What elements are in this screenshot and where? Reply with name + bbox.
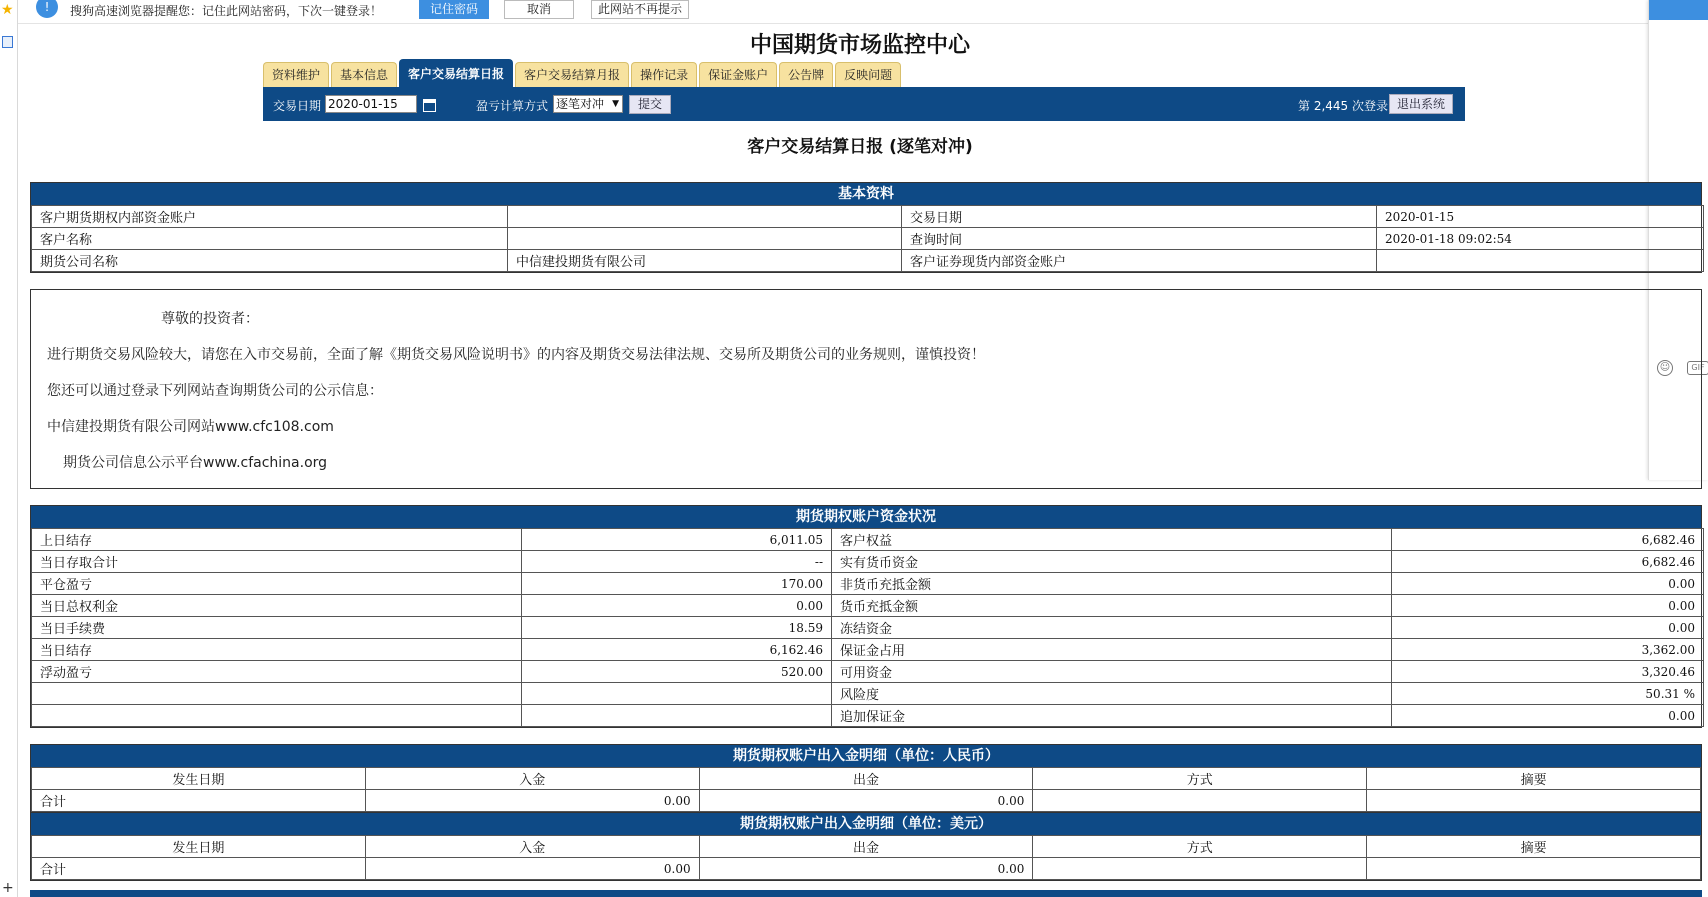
usd-flow-title: 期货期权账户出入金明细（单位：美元） bbox=[31, 813, 1701, 835]
main-tabs bbox=[263, 61, 903, 87]
table-header-row bbox=[32, 836, 1701, 858]
notification-text: 搜狗高速浏览器提醒您：记住此网站密码，下次一键登录！ bbox=[70, 4, 383, 18]
gif-icon[interactable]: GIF bbox=[1687, 361, 1708, 375]
funds-value: 18.59 bbox=[522, 617, 832, 639]
table-row bbox=[32, 790, 1701, 812]
funds-value bbox=[522, 705, 832, 727]
column-header: 出金 bbox=[699, 768, 1033, 790]
funds-value: 0.00 bbox=[522, 595, 832, 617]
funds-value: 520.00 bbox=[522, 661, 832, 683]
cny-flow-table bbox=[31, 767, 1701, 812]
usd-flow-table bbox=[31, 835, 1701, 880]
cny-flow-section bbox=[30, 744, 1702, 813]
tab-operation-log[interactable]: 操作记录 bbox=[631, 62, 697, 87]
funds-label: 可用资金 bbox=[832, 661, 1392, 683]
table-row bbox=[32, 705, 1704, 727]
funds-value: 0.00 bbox=[1392, 617, 1704, 639]
total-summary bbox=[1367, 858, 1701, 880]
column-header: 入金 bbox=[365, 836, 699, 858]
total-in: 0.00 bbox=[365, 858, 699, 880]
notice-line: 中信建投期货有限公司网站www.cfc108.com bbox=[47, 419, 334, 435]
funds-value bbox=[522, 683, 832, 705]
funds-section bbox=[30, 505, 1702, 728]
funds-label bbox=[32, 683, 522, 705]
cny-flow-title: 期货期权账户出入金明细（单位：人民币） bbox=[31, 745, 1701, 767]
funds-value: 3,362.00 bbox=[1392, 639, 1704, 661]
column-header: 方式 bbox=[1033, 768, 1367, 790]
column-header: 方式 bbox=[1033, 836, 1367, 858]
column-header: 入金 bbox=[365, 768, 699, 790]
funds-label: 浮动盈亏 bbox=[32, 661, 522, 683]
remember-password-button[interactable]: 记住密码 bbox=[419, 0, 489, 19]
funds-value: -- bbox=[522, 551, 832, 573]
total-label: 合计 bbox=[32, 790, 366, 812]
basic-value bbox=[508, 228, 902, 250]
table-row bbox=[32, 228, 1704, 250]
funds-title: 期货期权账户资金状况 bbox=[31, 506, 1701, 528]
funds-label: 风险度 bbox=[832, 683, 1392, 705]
funds-label: 上日结存 bbox=[32, 529, 522, 551]
usd-flow-section bbox=[30, 812, 1702, 881]
column-header: 发生日期 bbox=[32, 836, 366, 858]
trade-date-input[interactable]: 2020-01-15 bbox=[325, 95, 417, 113]
tab-feedback[interactable]: 反映问题 bbox=[835, 62, 901, 87]
total-out: 0.00 bbox=[699, 790, 1033, 812]
total-label: 合计 bbox=[32, 858, 366, 880]
funds-label bbox=[32, 705, 522, 727]
table-row bbox=[32, 617, 1704, 639]
basic-info-table bbox=[31, 205, 1704, 272]
notice-greeting: 尊敬的投资者： bbox=[161, 311, 259, 327]
funds-label: 当日结存 bbox=[32, 639, 522, 661]
funds-label: 非货币充抵金额 bbox=[832, 573, 1392, 595]
notice-line: 期货公司信息公示平台www.cfachina.org bbox=[63, 455, 328, 471]
pnl-method-label: 盈亏计算方式 bbox=[476, 99, 549, 113]
funds-label: 当日手续费 bbox=[32, 617, 522, 639]
plus-icon[interactable]: + bbox=[2, 880, 14, 896]
browser-left-gutter bbox=[0, 0, 18, 897]
basic-label: 客户名称 bbox=[32, 228, 508, 250]
funds-value: 0.00 bbox=[1392, 595, 1704, 617]
total-summary bbox=[1367, 790, 1701, 812]
report-title: 客户交易结算日报 (逐笔对冲) bbox=[747, 137, 973, 157]
funds-label: 当日存取合计 bbox=[32, 551, 522, 573]
table-row bbox=[32, 661, 1704, 683]
pnl-method-select[interactable] bbox=[553, 95, 623, 113]
funds-value: 6,682.46 bbox=[1392, 529, 1704, 551]
favorite-star-icon[interactable]: ★ bbox=[1, 2, 14, 18]
trade-date-label: 交易日期 bbox=[273, 99, 322, 113]
basic-label: 客户期货期权内部资金账户 bbox=[32, 206, 508, 228]
notice-line: 进行期货交易风险较大，请您在入市交易前，全面了解《期货交易风险说明书》的内容及期货交易法律法规、交易所及期货公司的业务规则，谨慎投资！ bbox=[47, 347, 985, 363]
funds-label: 保证金占用 bbox=[832, 639, 1392, 661]
chevron-down-icon: ▼ bbox=[612, 99, 619, 109]
table-row bbox=[32, 551, 1704, 573]
table-row bbox=[32, 639, 1704, 661]
basic-info-section bbox=[30, 182, 1702, 273]
column-header: 出金 bbox=[699, 836, 1033, 858]
funds-value: 6,162.46 bbox=[522, 639, 832, 661]
funds-value: 6,682.46 bbox=[1392, 551, 1704, 573]
tab-basic-info[interactable]: 基本信息 bbox=[331, 62, 397, 87]
tab-bulletin-board[interactable]: 公告牌 bbox=[779, 62, 833, 87]
funds-label: 实有货币资金 bbox=[832, 551, 1392, 573]
tab-data-maintenance[interactable]: 资料维护 bbox=[263, 62, 329, 87]
site-title: 中国期货市场监控中心 bbox=[749, 33, 970, 58]
cancel-button[interactable]: 取消 bbox=[504, 0, 574, 19]
basic-label: 查询时间 bbox=[902, 228, 1377, 250]
total-in: 0.00 bbox=[365, 790, 699, 812]
basic-label: 客户证券现货内部资金账户 bbox=[902, 250, 1377, 272]
basic-info-title: 基本资料 bbox=[31, 183, 1701, 205]
total-out: 0.00 bbox=[699, 858, 1033, 880]
risk-notice bbox=[30, 289, 1702, 489]
basic-value: 2020-01-18 09:02:54 bbox=[1377, 228, 1704, 250]
login-count: 第 2,445 次登录 bbox=[1298, 99, 1388, 113]
column-header: 摘要 bbox=[1367, 768, 1701, 790]
funds-value: 170.00 bbox=[522, 573, 832, 595]
submit-button[interactable]: 提交 bbox=[629, 95, 671, 114]
basic-label: 交易日期 bbox=[902, 206, 1377, 228]
never-prompt-button[interactable]: 此网站不再提示 bbox=[591, 0, 689, 19]
tab-daily-statement[interactable]: 客户交易结算日报 bbox=[399, 59, 513, 87]
next-section-header bbox=[30, 890, 1702, 897]
total-method bbox=[1033, 790, 1367, 812]
basic-label: 期货公司名称 bbox=[32, 250, 508, 272]
total-method bbox=[1033, 858, 1367, 880]
funds-label: 客户权益 bbox=[832, 529, 1392, 551]
table-row bbox=[32, 250, 1704, 272]
funds-label: 追加保证金 bbox=[832, 705, 1392, 727]
calendar-icon[interactable] bbox=[423, 99, 436, 112]
funds-value: 6,011.05 bbox=[522, 529, 832, 551]
funds-value: 0.00 bbox=[1392, 573, 1704, 595]
basic-value: 2020-01-15 bbox=[1377, 206, 1704, 228]
funds-value: 50.31 % bbox=[1392, 683, 1704, 705]
funds-value: 3,320.46 bbox=[1392, 661, 1704, 683]
funds-label: 当日总权利金 bbox=[32, 595, 522, 617]
tab-monthly-statement[interactable]: 客户交易结算月报 bbox=[515, 62, 629, 87]
side-panel-header[interactable] bbox=[1649, 0, 1708, 20]
pnl-method-value: 逐笔对冲 bbox=[556, 97, 605, 111]
table-row bbox=[32, 206, 1704, 228]
funds-table bbox=[31, 528, 1704, 727]
funds-label: 货币充抵金额 bbox=[832, 595, 1392, 617]
table-row bbox=[32, 595, 1704, 617]
emoji-icon[interactable]: ☺ bbox=[1657, 360, 1673, 376]
column-header: 发生日期 bbox=[32, 768, 366, 790]
table-header-row bbox=[32, 768, 1701, 790]
basic-value bbox=[1377, 250, 1704, 272]
table-row bbox=[32, 683, 1704, 705]
query-toolbar bbox=[263, 87, 1465, 121]
document-icon[interactable] bbox=[2, 36, 13, 48]
lightbulb-icon: ! bbox=[36, 0, 58, 18]
funds-value: 0.00 bbox=[1392, 705, 1704, 727]
table-row bbox=[32, 529, 1704, 551]
basic-value: 中信建投期货有限公司 bbox=[508, 250, 902, 272]
basic-value bbox=[508, 206, 902, 228]
tab-margin-account[interactable]: 保证金账户 bbox=[699, 62, 777, 87]
notice-line: 您还可以通过登录下列网站查询期货公司的公示信息： bbox=[47, 383, 383, 399]
funds-label: 平仓盈亏 bbox=[32, 573, 522, 595]
column-header: 摘要 bbox=[1367, 836, 1701, 858]
password-notification-bar bbox=[18, 0, 1648, 24]
funds-label: 冻结资金 bbox=[832, 617, 1392, 639]
logout-button[interactable]: 退出系统 bbox=[1389, 94, 1453, 114]
table-row bbox=[32, 858, 1701, 880]
table-row bbox=[32, 573, 1704, 595]
